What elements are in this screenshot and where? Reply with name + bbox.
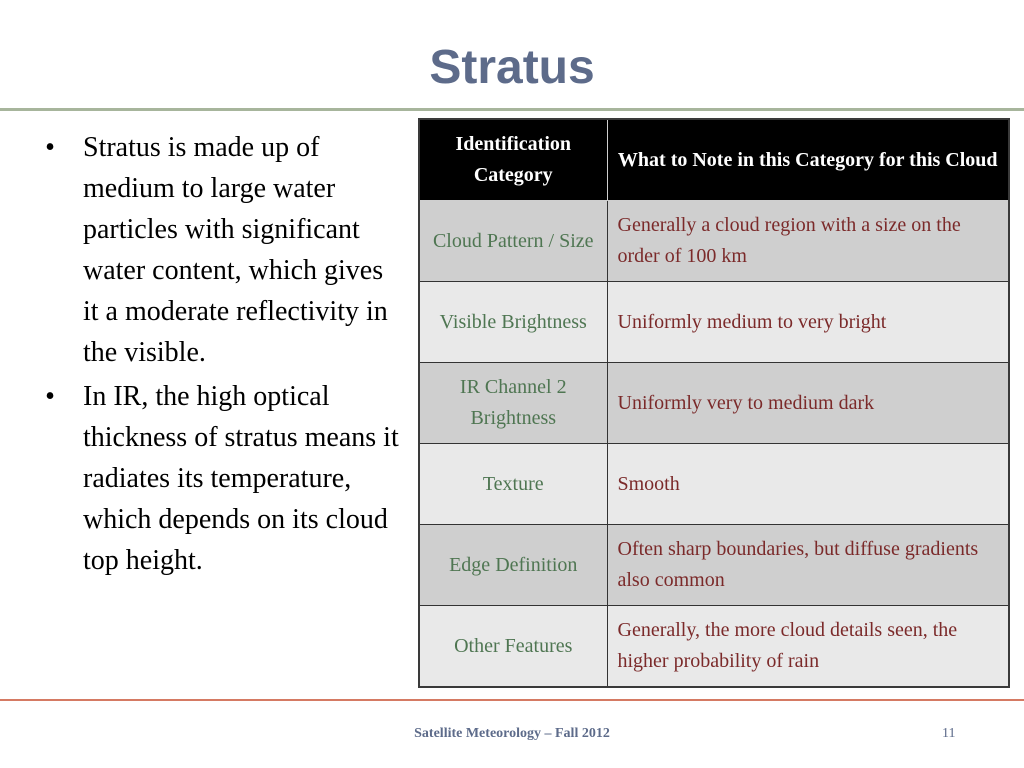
category-cell: IR Channel 2 Brightness xyxy=(419,363,607,444)
bullet-text: Stratus is made up of medium to large water particles with significant water content, which gives it a moderate reflectivity in the visible. xyxy=(83,132,388,368)
table-row xyxy=(419,282,1009,363)
bullet-list xyxy=(40,127,400,584)
table-row xyxy=(419,606,1009,688)
slide-title: Stratus xyxy=(429,41,595,94)
category-cell: Edge Definition xyxy=(419,525,607,606)
identification-table xyxy=(418,118,1010,688)
table-row xyxy=(419,525,1009,606)
category-cell: Texture xyxy=(419,444,607,525)
column-header-note: What to Note in this Category for this Cloud xyxy=(607,119,1009,201)
footer-divider xyxy=(0,699,1024,701)
table-row xyxy=(419,201,1009,282)
bullet-marker: • xyxy=(45,381,55,412)
footer-course-label: Satellite Meteorology – Fall 2012 xyxy=(414,726,610,741)
category-cell: Cloud Pattern / Size xyxy=(419,201,607,282)
category-cell: Other Features xyxy=(419,606,607,688)
table-header-row xyxy=(419,119,1009,201)
category-cell: Visible Brightness xyxy=(419,282,607,363)
note-cell: Often sharp boundaries, but diffuse gradients also common xyxy=(607,525,1009,606)
note-cell: Uniformly very to medium dark xyxy=(607,363,1009,444)
note-cell: Generally a cloud region with a size on the order of 100 km xyxy=(607,201,1009,282)
bullet-marker: • xyxy=(45,132,55,163)
note-cell: Generally, the more cloud details seen, the higher probability of rain xyxy=(607,606,1009,688)
bullet-text: In IR, the high optical thickness of stratus means it radiates its temperature, which depends on its cloud top height. xyxy=(83,381,399,576)
note-cell: Uniformly medium to very bright xyxy=(607,282,1009,363)
note-cell: Smooth xyxy=(607,444,1009,525)
bullet-item xyxy=(40,376,400,581)
page-number: 11 xyxy=(942,726,956,741)
table-row xyxy=(419,363,1009,444)
table-row xyxy=(419,444,1009,525)
title-divider xyxy=(0,108,1024,111)
bullet-item xyxy=(40,127,400,373)
column-header-category: Identification Category xyxy=(419,119,607,201)
